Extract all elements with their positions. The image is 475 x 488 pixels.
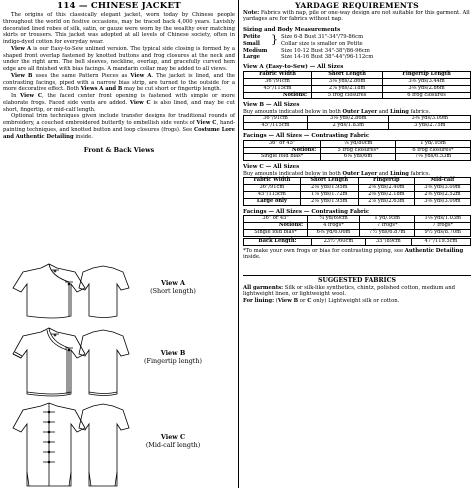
table-cell: 3⅜ yds/3.09m <box>414 185 470 192</box>
header-short-length: Short Length <box>312 71 383 78</box>
table-cell: 7 frogs* <box>359 223 415 230</box>
view-b-figure <box>3 326 235 400</box>
size-row-petite <box>243 34 363 41</box>
outer-layer-ref: Outer Layer <box>342 109 378 115</box>
table-cell: 1 yd/.95m <box>359 216 415 223</box>
sizing-list <box>243 34 471 61</box>
size-value: Collar size is smaller on Petite <box>281 40 363 47</box>
view-c-table-title: View C — All Sizes <box>243 164 300 171</box>
table-cell: 6⅝ yd/6.06m <box>308 230 360 237</box>
view-c-length: (Mid-calf length) <box>145 440 201 449</box>
table-row <box>244 92 471 99</box>
all-garments-label: All garments: <box>243 284 284 291</box>
table-cell: 2⅞ yds/2.18m <box>312 85 383 92</box>
views-ab-ref: Views A and B <box>80 86 123 93</box>
table-row <box>244 140 471 147</box>
optional-trim-paragraph <box>3 113 235 140</box>
table-cell: 6⅛ yds/6m <box>321 154 396 161</box>
table-cell: 7⅛ yds/6.53m <box>396 154 471 161</box>
header-fabric-width: Fabric Width <box>244 71 312 78</box>
table-cell: 36" or 45" <box>244 140 321 147</box>
lining-text: or <box>298 297 308 304</box>
note-text: Fabrics with nap, pile or one-way design are not suitable for this garment. All yardages are for fabrics without nap. <box>243 10 470 23</box>
figures-title: Front & Back Views <box>83 146 155 155</box>
view-c-jacket-illustration <box>11 402 131 488</box>
size-value: Size 14-16 Bust 38"-44"/96-112cm <box>281 54 374 61</box>
description-column <box>3 0 235 488</box>
footnote-text: inside. <box>243 254 261 261</box>
lining-ref: Lining <box>390 109 409 115</box>
table-cell: Single fold bias* <box>244 154 321 161</box>
table-cell: ¾ yd/69cm <box>308 216 360 223</box>
view-c-ref: View C <box>129 99 151 106</box>
table-row <box>244 198 471 205</box>
view-c-yardage-table <box>243 177 471 206</box>
view-c-text: In <box>11 93 21 99</box>
table-cell: 3⅜ yds/3.09m <box>389 116 471 123</box>
view-a-ref: View A <box>11 45 32 52</box>
view-c-text: is also lined, and may be cut short, fingertip, or mid-calf length. <box>3 99 235 113</box>
table-cell: 2⅛ yds/1.95m <box>300 198 358 205</box>
table-row <box>244 154 471 161</box>
table-cell: 1 yd/.95m <box>396 140 471 147</box>
table-row <box>244 85 471 92</box>
facings-c-table <box>243 215 471 237</box>
table-cell: 5 frog closures* <box>321 147 396 154</box>
header-fingertip-length: Fingertip Length <box>383 71 471 78</box>
table-cell: 23½"/60cm <box>311 239 365 246</box>
view-a-label <box>134 280 212 295</box>
view-c-label <box>134 434 212 449</box>
table-cell: 5 frog closures <box>312 92 383 99</box>
header-short-length: Short Length <box>300 178 358 185</box>
notions-label: Notions: <box>244 147 321 154</box>
view-c-ref: View C <box>20 93 43 99</box>
view-c-figure <box>3 402 235 488</box>
size-row-medium <box>243 48 370 55</box>
table-cell: 6 frog closures <box>383 92 471 99</box>
pattern-title: 114 — CHINESE JACKET <box>57 1 181 11</box>
table-cell: 36"/91cm <box>244 185 301 192</box>
note-label: Note: <box>243 10 260 16</box>
table-cell: 36"/91cm <box>244 116 308 123</box>
header-mid-calf: Mid-calf <box>414 178 470 185</box>
table-cell: 2⅛ yds/1.95m <box>300 185 358 192</box>
view-b-yardage-table <box>243 115 471 130</box>
subtitle-text: Buy amounts indicated below in both <box>243 170 343 177</box>
view-a-ref: View A <box>130 72 152 79</box>
table-cell: 7½ yds/6.87m <box>359 230 415 237</box>
table-cell: 45"/115cm <box>244 85 312 92</box>
optional-text: , hand-painting techniques, and knotted button and loop closures (frogs). See <box>3 120 235 133</box>
table-cell: 7 frogs* <box>415 223 471 230</box>
subtitle-text: fabrics. <box>408 109 431 115</box>
footnote-text: *To make your own frogs or bias for contrasting piping, see <box>243 247 405 254</box>
view-b-ref: View B <box>277 297 299 304</box>
table-cell: 3⅜ yds/3.09m <box>414 198 470 205</box>
view-c-paragraph <box>3 93 235 113</box>
table-row <box>244 123 471 130</box>
facings-b-table <box>243 140 471 162</box>
table-row <box>244 239 471 246</box>
view-b-name: View B <box>160 349 186 357</box>
view-a-length: (Short length) <box>150 286 196 295</box>
all-garments-text: Silk or silk-like synthetics, chintz, polished cotton, medium and lightweight linen, or lightweight wool. <box>243 284 456 298</box>
view-c-ref: C <box>307 297 312 304</box>
subtitle-text: fabrics. <box>408 170 431 177</box>
facings-c-title: Facings — All Sizes — Contrasting Fabric <box>243 208 370 215</box>
table-cell: 1⅛ yds/1.03m <box>415 216 471 223</box>
table-cell: 3⅝ yds/3.44m <box>383 78 471 85</box>
size-value: Size 6-8 Bust 31"-34"/79-86cm <box>281 34 364 41</box>
notions-label: Notions: <box>244 92 312 99</box>
view-a-yardage-table <box>243 71 471 100</box>
table-cell: 3⅛ yds/2.86m <box>307 116 389 123</box>
table-cell: 6 frog closures* <box>396 147 471 154</box>
suggested-lining <box>243 298 471 305</box>
view-b-jacket-illustration <box>11 326 131 400</box>
subtitle-text: Buy amounts indicated below in both <box>243 109 343 115</box>
section-rule <box>243 275 471 276</box>
back-length-table <box>243 238 471 246</box>
table-cell: Single fold bias* <box>244 230 308 237</box>
subtitle-text: and <box>377 170 391 177</box>
optional-text: Optional trim techniques given include transfer designs for traditional rounds of embroidery, a couched embroidered butterfly to embellish side vents of <box>3 113 235 126</box>
size-name: Medium <box>243 47 268 54</box>
table-row <box>244 230 471 237</box>
view-b-ref: View B <box>11 72 33 79</box>
view-b-text: uses the same Pattern Pieces as <box>32 72 131 79</box>
table-cell: 2⅜ yds/2.18m <box>358 191 414 198</box>
view-a-paragraph <box>3 46 235 73</box>
back-length-label: Back Length: <box>244 239 312 246</box>
intro-paragraph <box>3 12 235 46</box>
yardage-column <box>243 0 471 488</box>
view-c-ref: View C <box>196 120 217 126</box>
size-row-small <box>243 41 363 48</box>
lining-text: only) Lightweight silk or cotton. <box>311 297 400 304</box>
table-cell: 4 frogs* <box>308 223 360 230</box>
notions-label: Notions: <box>244 223 308 230</box>
size-name: Small <box>243 40 260 47</box>
table-cell: 2⅞ yds/2.63m <box>358 198 414 205</box>
table-cell: 1⅞ yds/1.72m <box>300 191 358 198</box>
lining-text: ( <box>274 297 278 304</box>
table-cell: 36" or 45" <box>244 216 308 223</box>
table-cell: 2⅝ yds/2.52m <box>414 191 470 198</box>
size-brace: } <box>271 33 278 47</box>
table-cell: 36"/91cm <box>244 78 312 85</box>
column-divider <box>238 0 239 488</box>
outer-layer-ref: Outer Layer <box>342 170 378 177</box>
optional-text: inside. <box>73 133 93 140</box>
size-name: Petite <box>243 34 261 41</box>
lining-ref: Lining <box>390 170 409 177</box>
authentic-detailing-ref: Authentic Detailing <box>404 247 464 254</box>
intro-text: The origins of this classically elegant jacket, worn today by Chinese people throughout the world on festive occasions, may be traced back 4,000 years. Lavishly decorated lined robes of silk, satin, or gauze were worn by the wealthy over matching skirts or trousers. This jacket was adopted at all levels of Chinese society, often in indigo-dyed cotton for everyday wear. <box>3 12 235 45</box>
view-b-paragraph <box>3 73 235 93</box>
table-cell: 45"/115cm <box>244 191 301 198</box>
table-cell: 3 yds/2.75m <box>389 123 471 130</box>
footnote <box>243 248 471 261</box>
table-cell: 3⅛ yds/2.86m <box>312 78 383 85</box>
lining-label: For lining: <box>243 297 275 304</box>
table-cell: 47"/119.5cm <box>411 239 470 246</box>
suggested-all-garments <box>243 285 471 298</box>
view-c-name: View C <box>160 433 186 441</box>
table-cell: 3⅛ yds/2.86m <box>383 85 471 92</box>
view-c-text: , the faced center front opening is fastened with simple or more elaborate frogs. Faced side vents are added. <box>3 93 236 106</box>
fabric-note <box>243 10 471 23</box>
costume-lore-ref: Costume Lore and Authentic Detailing <box>3 126 235 140</box>
header-fingertip: Fingertip <box>358 178 414 185</box>
view-a-table-title: View A (Easy-to-Sew) — All Sizes <box>243 64 344 71</box>
view-a-jacket-illustration <box>11 262 131 324</box>
suggested-fabrics-title: SUGGESTED FABRICS <box>318 277 396 285</box>
yardage-title: YARDAGE REQUIREMENTS <box>295 1 419 10</box>
view-b-label <box>134 350 212 365</box>
table-cell: 45"/115cm <box>244 123 308 130</box>
view-b-text: . The jacket is lined, and the contrasting facings, piped with a narrow bias strip, are turned to the outside for a more decorative effect. Both <box>3 72 235 93</box>
subtitle-text: and <box>377 109 391 115</box>
view-b-table-title: View B — All Sizes <box>243 102 300 109</box>
size-value: Size 10-12 Bust 34"-38"/86-96cm <box>281 47 370 54</box>
table-cell: 35"/89cm <box>365 239 411 246</box>
table-cell: 2 yds/1.83m <box>307 123 389 130</box>
large-only-label: Large only <box>244 198 301 205</box>
view-b-length: (Fingertip length) <box>144 356 202 365</box>
view-b-text: may be cut short or fingertip length. <box>122 86 222 93</box>
view-a-text: is our Easy-to-Sew unlined version. The typical side closing is formed by a shaped front overlap fastened by knotted buttons and frog closures at the neck and under the right arm. The bell sleeves, neckline, overlap, and gracefully curved hem edge are all finished with bias facings. A mandarin collar may be added to all views. <box>3 45 235 72</box>
table-cell: ⅞ yd/80cm <box>321 140 396 147</box>
view-a-figure <box>3 262 235 324</box>
size-row-large <box>243 54 373 61</box>
table-cell: 9½ yds/8.70m <box>415 230 471 237</box>
table-cell: 2⅝ yds/2.40m <box>358 185 414 192</box>
facings-b-title: Facings — All Sizes — Contrasting Fabric <box>243 133 370 140</box>
view-a-name: View A <box>160 279 186 287</box>
size-name: Large <box>243 54 261 61</box>
header-fabric-width: Fabric Width <box>244 178 301 185</box>
sizing-title: Sizing and Body Measurements <box>243 26 341 33</box>
